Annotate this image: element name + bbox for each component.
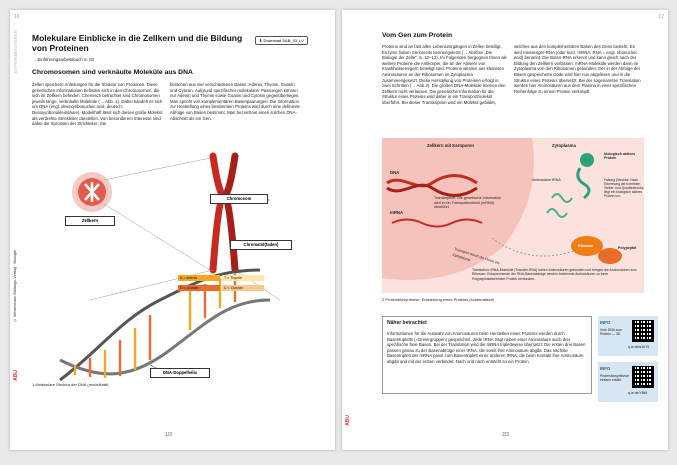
protein-label: biologisch aktives Protein bbox=[604, 152, 636, 161]
sub-reference: → Einführungsarbeitsbuch S. 03 bbox=[32, 57, 94, 62]
protein-synthesis-diagram bbox=[382, 138, 644, 293]
transport-label: Transport durch die Poren ins Zytoplasma bbox=[452, 247, 501, 266]
brand-logo: ABU bbox=[345, 415, 351, 426]
download-label: Download SAB_03_LV bbox=[263, 38, 304, 43]
label-nucleus: Zellkern bbox=[65, 216, 115, 226]
qr-code-1[interactable] bbox=[632, 320, 654, 342]
page-title: Molekulare Einblicke in die Zellkern und die Bildung von Proteinen bbox=[32, 33, 243, 53]
section-heading: Vom Gen zum Protein bbox=[382, 32, 453, 39]
qr-1-code: q-ie.de/a1hY5 bbox=[628, 345, 650, 349]
ribosome-label: Ribosom bbox=[578, 244, 594, 248]
dna-strand-2 bbox=[60, 300, 270, 374]
page-number: 17 bbox=[658, 14, 664, 20]
figure-1-caption: 1 Molekulare Struktur der DNA (modellhaft) bbox=[32, 382, 109, 387]
trna-shape bbox=[552, 194, 572, 202]
protein-shape bbox=[580, 153, 594, 167]
qr-2-code: q-ie.de/Y8tM bbox=[628, 391, 648, 395]
info-box bbox=[382, 316, 592, 394]
dna-figure bbox=[30, 150, 320, 390]
right-page bbox=[342, 10, 668, 450]
legend-adenine: A = Adenin bbox=[178, 275, 220, 281]
dna-label: DNA bbox=[390, 170, 400, 175]
qr-code-2[interactable] bbox=[632, 366, 654, 388]
label-chromosome: Chromosom bbox=[210, 194, 268, 204]
chromosome-arm-left bbox=[213, 156, 223, 270]
label-chromatid: Chromatid(faden) bbox=[230, 240, 292, 250]
qr-2-title: INFO bbox=[600, 366, 611, 371]
text-column-1: Proteine sind an fast allen Lebensvorgängen in Zellen beteiligt. Enzyme haben Sie bereits kennengelernt (→ Abrißss „Die Biologie der Zelle“, S. 10–12). Im Folgenden bergegnen Ihnen als weitere Proteine die Antikörper, die an der Abwehr von Krankheitserregern beteiligt sind. Proteine werden aus kleineren Aminosäuren an der Ribosomen im Zytoplasma zusammengesetzt. Diese Herstellung von Proteinen erfolgt in zwei Schritten (→ Abb.2). Die großen DNA-Moleküle können den Zellkern nicht verlassen. Die genetische Information für die Struktur eines Proteins wird daher in ein Transportmolekül überführt. Bei dieser Transkription wird ein Molekül gebildet, bbox=[382, 44, 507, 105]
arrow-icon: → bbox=[32, 57, 38, 62]
legend-thymine: T = Thymin bbox=[222, 275, 264, 281]
polypeptide-label: Polypeptid bbox=[618, 246, 637, 250]
folding-text: Faltung (Struktur: Nach Erkennung der korrekten Tertiär- und Quartärstruktur liegt ein biologisch aktives Protein vor. bbox=[604, 178, 644, 198]
qr-1-title: INFO bbox=[600, 320, 611, 325]
download-icon: ⬇ bbox=[259, 38, 263, 43]
info-box-text: Informationen für die Auswahl von Aminosäuren beim Herstellen eines Proteins werden durch Basentripletts (=Dreiergruppen) gespeichert. Jede tRNA trägt neben einer Aminosäure auch drei spezifische freie Basen. Bei der Translation wird die mRNA triplettweise übersetzt: Die ersten drei Basen passen genau zu der Basenabfolge einer tRNA, die somit ihre Aminosäure abgibt. Das nächste Basentriplett der mRNA passt zum Basentriplett einer anderen tRNA, die beim Kontakt ihre Aminosäure abgibt und mit der ersten verbindet. Nach und nach entsteht so ein Protein. bbox=[387, 331, 586, 364]
figure-2-caption: 2 Proteinbiosynthese: Entstehung eines Proteins (schematisch) bbox=[382, 297, 495, 302]
page-number: 16 bbox=[14, 14, 20, 20]
qr-2-label: Proteinbiosynthese einfach erklärt bbox=[600, 374, 629, 382]
transcription-text: Transkription: Die genetische Information wird in ein Transportmolekül (mRNA) überführt. bbox=[434, 196, 502, 210]
cytoplasm-label: Zytoplasma bbox=[552, 143, 576, 148]
info-box-title: Näher betrachtet bbox=[387, 320, 427, 326]
footer-side-text: © Westermann Bildungs-Veritag · Biologie bbox=[13, 250, 17, 323]
legend-guanine: G = Guanin bbox=[178, 285, 220, 291]
qr-1-label: Vom DNA zum Protein — 3D bbox=[600, 328, 623, 336]
left-page bbox=[10, 10, 335, 450]
page-indicator: 1/3 bbox=[165, 432, 172, 438]
legend-cytosine: C = Cytosin bbox=[222, 285, 264, 291]
nucleus-label: Zellkern mit Kernporen bbox=[427, 143, 475, 148]
amino-acid-label: Aminosäure tRNA bbox=[532, 178, 561, 182]
chromosome-arm-right bbox=[225, 156, 235, 270]
mrna-label: mRNA bbox=[390, 210, 404, 215]
brand-logo: ABU bbox=[13, 370, 19, 381]
text-column-2: bestehen aus vier verschiedenen Basen: Adenin, Thymin, Guanin und Cytosin. Aufgrund spezifischer molekularer Passungen können nur Adenin und Thymin sowie Guanin und Cytosin gegenüberliegen. Man spricht von komplementären Basenpaarungen. Die Information zur Herstellung eines bestimmten Proteins wird durch eine definierte Abfolge von Basen bestimmt. Man bezeichnet einen solchen DNA-Abschnitt als ein Gen. bbox=[170, 82, 300, 121]
text-column-2: welches aus den komplementären Basen des Gens besteht. Es wird messenger-RNA (oder kurz: mRNA, RNA = engl. ribonucleic acid) benannt. Die Boten-RNA erkennt und kann gleich nach der Bildung den Zellkern verlassen. mRNA-Moleküle werden dann im Zytoplasma von den Ribosomen gebunden. Der in der Abfolge der Basen gespeicherte Code wird hier nun abgelesen und in die Struktur eines Proteins übersetzt. Bei der sogenannten Translation werden hier Aminosäuren aus dem Plasma in einer spezifischen Reihenfolge zu einem Protein verknüpft. bbox=[514, 44, 641, 94]
qr-panel-1[interactable] bbox=[598, 316, 658, 356]
page-indicator: 2/3 bbox=[502, 432, 509, 438]
sidebar-label: EXPERIMENTIEREN bbox=[13, 30, 18, 74]
text-column-1: Zellen speichern Anleitungen für die Struktur von Proteinen. Diese genetischen Informationen befinden sich in den Chromosomen, die sich im Zellkern befinden. Chemisch betrachtet sind Chromosomen jeweils lange, verknäulte Moleküle (→ Abb. 1). Dabei handelt es sich um DNA (engl. desoxyribonucleic acid, deutsch: Desoxyribonukleinsäure). Modellhaft lässt sich dieses große Molekül als verdrehte Strickleiter darstellen. Von besonderem Interesse sind dabei die Sprossen der Strickleiter: Sie bbox=[32, 82, 163, 127]
translation-text: Translation: tRNA-Moleküle (Transfer-RNA) haben Aminosäuren gebunden und bringen die Aminosäuren zum Ribosom. Entsprechende der RNA-Basenabfolge werden bestimmte Aminosäuren zu einer Polypeptidkette/einem Protein verbunden. bbox=[472, 268, 637, 281]
label-dna-double-helix: DNA-Doppelhelix bbox=[150, 368, 210, 378]
section-heading: Chromosomen sind verknäulte Moleküle aus DNA bbox=[32, 69, 193, 76]
download-button[interactable] bbox=[255, 36, 308, 45]
qr-panel-2[interactable] bbox=[598, 362, 658, 402]
